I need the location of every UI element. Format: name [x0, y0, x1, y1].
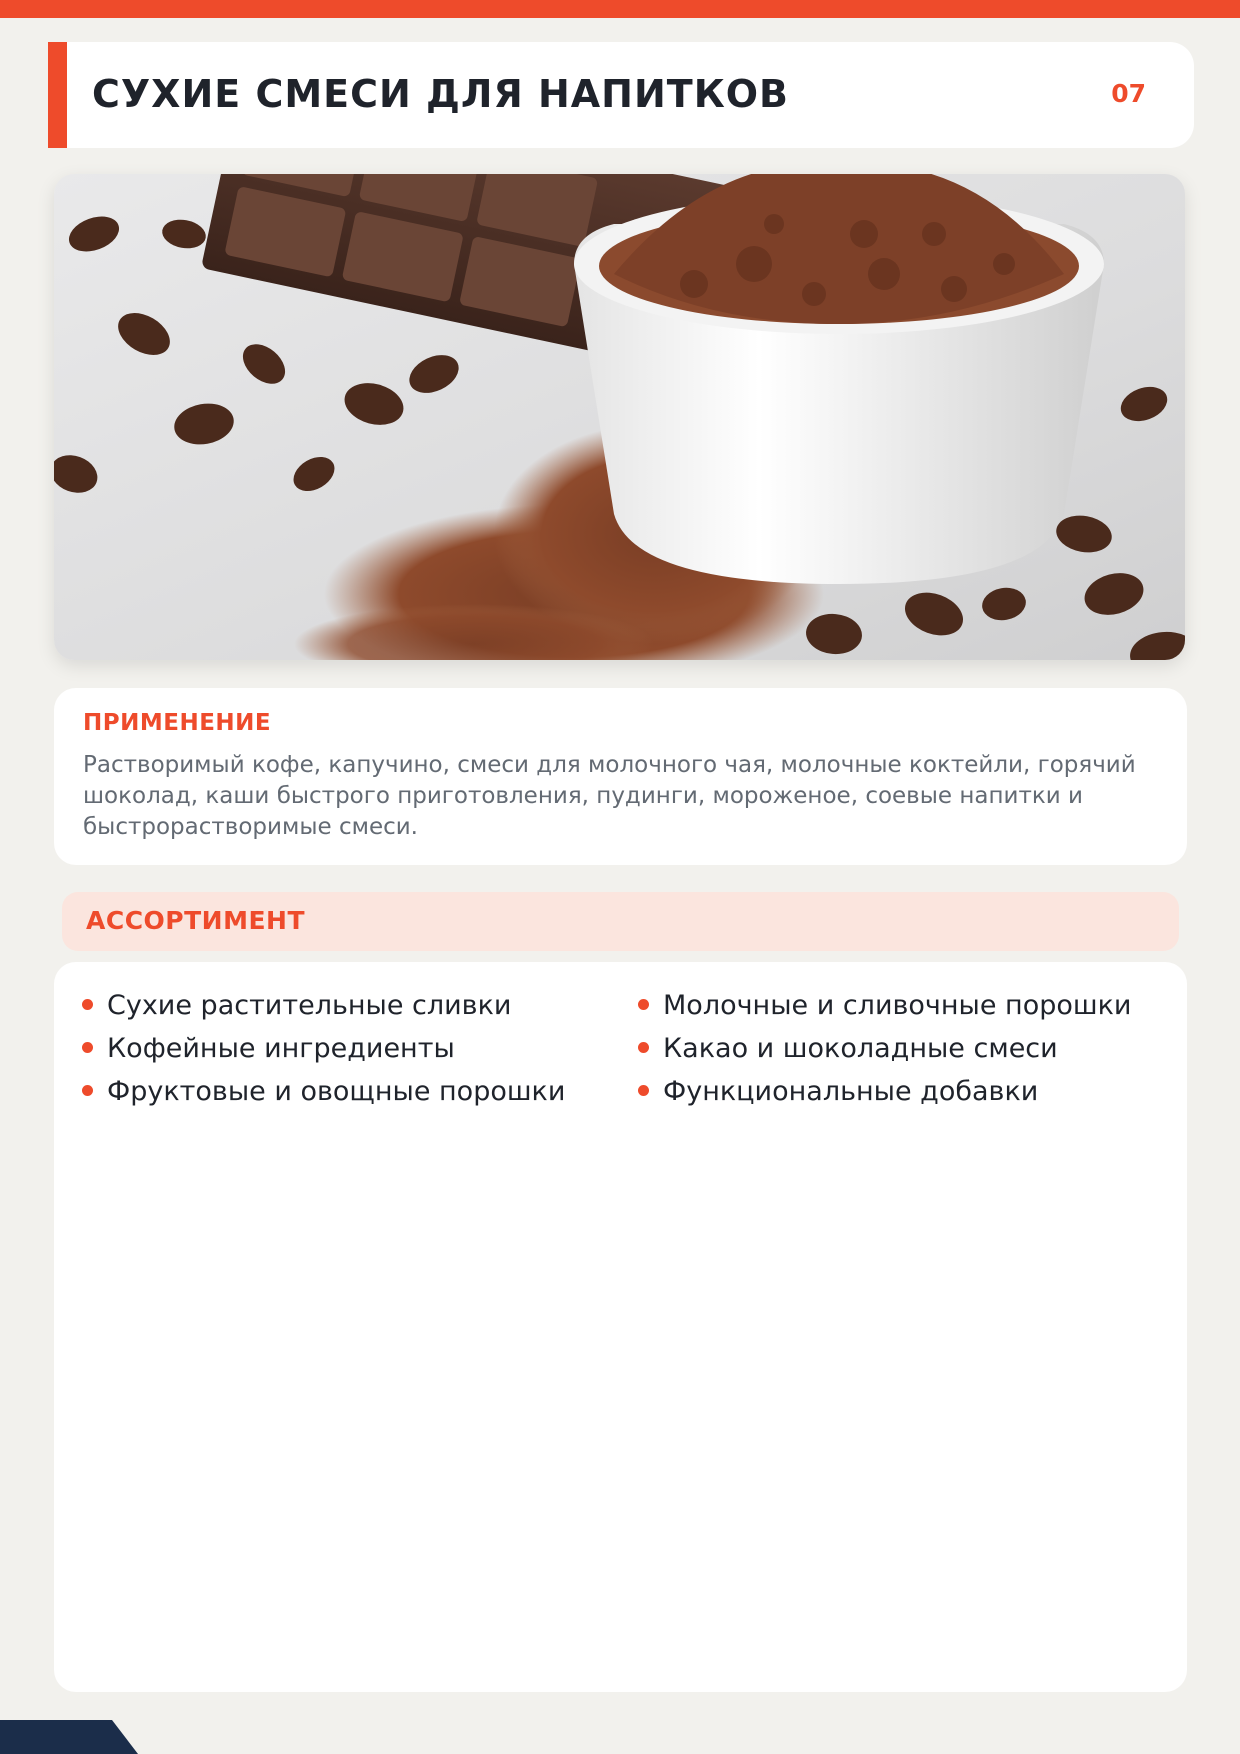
- header-accent-stripe: [48, 42, 67, 148]
- list-item: Функциональные добавки: [638, 1070, 1131, 1113]
- top-accent-bar: [0, 0, 1240, 18]
- assortment-title: АССОРТИМЕНТ: [86, 906, 306, 935]
- list-item: Кофейные ингредиенты: [82, 1027, 565, 1070]
- page-header: [48, 42, 1194, 148]
- bullet-icon: [638, 1042, 649, 1053]
- list-item: Какао и шоколадные смеси: [638, 1027, 1131, 1070]
- list-item: Молочные и сливочные порошки: [638, 984, 1131, 1027]
- corner-decoration: [0, 1720, 140, 1754]
- bullet-icon: [638, 999, 649, 1010]
- assortment-card: [54, 962, 1187, 1692]
- bullet-icon: [82, 1042, 93, 1053]
- application-card: [54, 688, 1187, 865]
- assortment-list-left: [82, 984, 565, 1113]
- assortment-header: [62, 892, 1179, 951]
- list-item: Сухие растительные сливки: [82, 984, 565, 1027]
- bullet-icon: [82, 999, 93, 1010]
- list-item: Фруктовые и овощные порошки: [82, 1070, 565, 1113]
- page-number: 07: [1111, 79, 1146, 108]
- cocoa-powder-photo: [54, 174, 1185, 660]
- bullet-icon: [638, 1085, 649, 1096]
- application-title: ПРИМЕНЕНИЕ: [83, 710, 272, 736]
- assortment-list-right: [638, 984, 1131, 1113]
- application-text: Растворимый кофе, капучино, смеси для молочного чая, молочные коктейли, горячий шоколад, каши быстрого приготовления, пудинги, мороженое, соевые напитки и быстрорастворимые смеси.: [83, 752, 1136, 840]
- page-title: СУХИЕ СМЕСИ ДЛЯ НАПИТКОВ: [92, 72, 790, 116]
- bullet-icon: [82, 1085, 93, 1096]
